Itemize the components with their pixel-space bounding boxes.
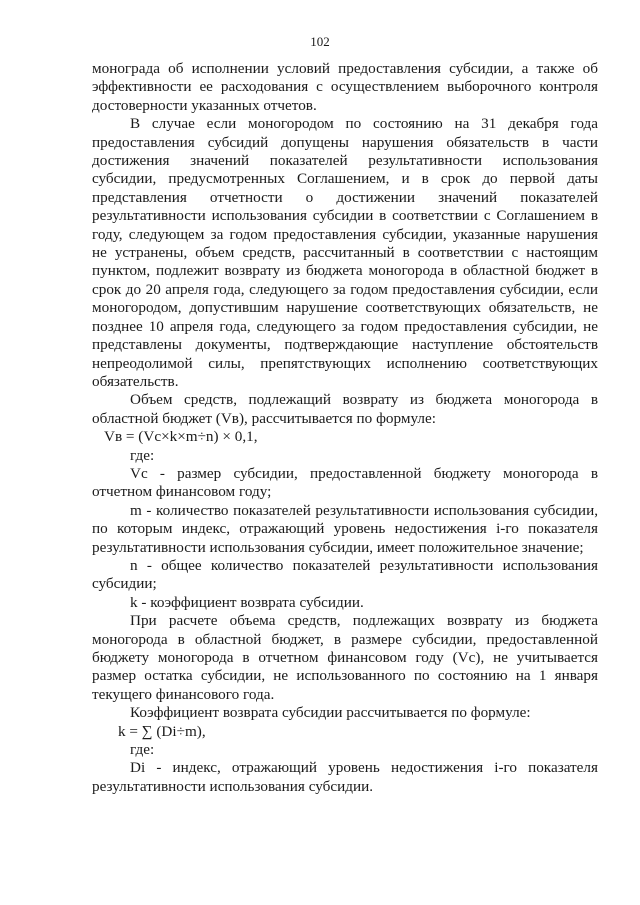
definition-di: Di - индекс, отражающий уровень недостижения i-го показателя результативности использования субсидии. (92, 759, 598, 795)
page-number: 102 (310, 34, 330, 49)
paragraph-refund-volume: Объем средств, подлежащий возврату из бюджета моногорода в областной бюджет (Vв), рассчитывается по формуле: (92, 391, 598, 427)
definition-n: n - общее количество показателей результативности использования субсидии; (92, 556, 598, 593)
document-body (92, 60, 598, 796)
definition-m: m - количество показателей результативности использования субсидии, по которым индекс, отражающий уровень недостижения i-го показателя результативности использования субсидии, имеет положительное значение; (92, 501, 598, 556)
definition-vs: Vс - размер субсидии, предоставленной бюджету моногорода в отчетном финансовом году; (92, 464, 598, 501)
paragraph-remainder: При расчете объема средств, подлежащих возврату из бюджета моногорода в областной бюджет, в размере субсидии, предоставленной бюджету моногорода в отчетном финансовом году (Vс), не учитывается размер остатка субсидии, не использованного по состоянию на 1 января текущего финансового года. (92, 612, 598, 703)
where-label-1: где: (130, 446, 155, 464)
where-label-2: где: (130, 741, 155, 759)
paragraph-coefficient: Коэффициент возврата субсидии рассчитывается по формуле: (130, 704, 531, 722)
formula-refund-volume: Vв = (Vс×k×m÷n) × 0,1, (104, 428, 258, 446)
paragraph-violation-case: В случае если моногородом по состоянию на 31 декабря года предоставления субсидий допущены нарушения обязательств в части достижения значений показателей результативности использования субсидии, предусмотренных Соглашением, и в срок до первой даты представления отчетности о достижении значений показателей результативности использования субсидии в соответствии с Соглашением в году, следующем за годом предоставления субсидии, указанные нарушения не устранены, объем средств, рассчитанный в соответствии с настоящим пунктом, подлежит возврату из бюджета моногорода в областной бюджет в срок до 20 апреля года, следующего за годом предоставления субсидии, если моногородом, допустившим нарушение соответствующих обязательств, не позднее 10 апреля года, следующего за годом предоставления субсидии, не представлены документы, подтверждающие наступление обстоятельств непреодолимой силы, препятствующих исполнению соответствующих обязательств. (92, 115, 598, 390)
paragraph-continuation: монограда об исполнении условий предоставления субсидии, а также об эффективности ее расходования с осуществлением выборочного контроля достоверности указанных отчетов. (92, 60, 598, 114)
definition-k: k - коэффициент возврата субсидии. (130, 593, 364, 611)
formula-coefficient: k = ∑ (Di÷m), (118, 722, 206, 740)
